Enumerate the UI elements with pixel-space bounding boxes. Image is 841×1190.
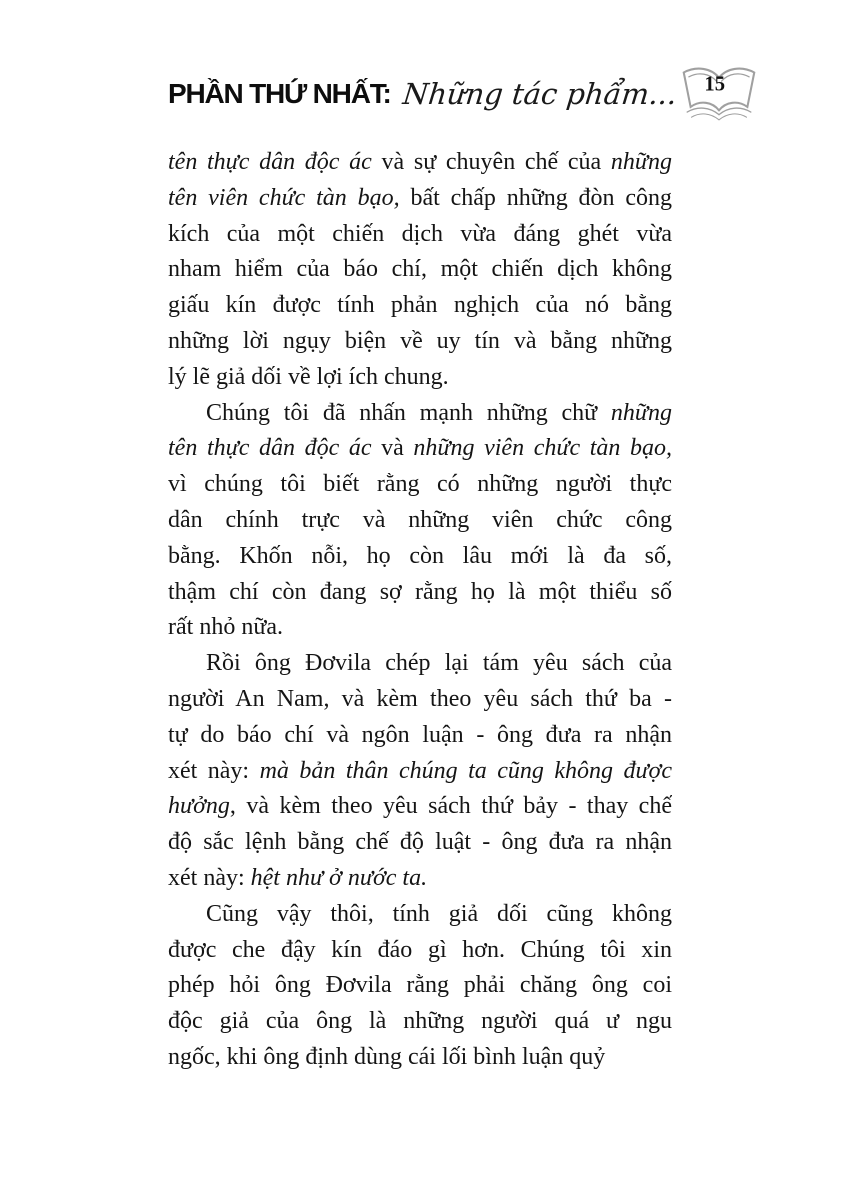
paragraph [168,646,672,897]
text-line [168,825,672,861]
section-label: PHẦN THỨ NHẤT: [168,78,391,109]
text: rất nhỏ nữa. [168,614,283,641]
text-line [168,610,672,646]
text-line [168,324,672,360]
text-line [168,754,672,790]
text-line [168,897,672,933]
text: thậm chí còn đang sợ rằng họ là một thiểu số [168,578,672,605]
text: tự do báo chí và ngôn luận - ông đưa ra nhận [168,721,672,748]
italic-text: tên viên chức tàn bạo, [168,184,400,211]
text: người An Nam, và kèm theo yêu sách thứ ba - [168,685,672,712]
text-line [168,360,672,396]
text-line [168,467,672,503]
text: Cũng vậy thôi, tính giả dối cũng không [206,900,672,927]
text: , và kèm theo yêu sách thứ bảy - thay chế [229,793,672,820]
text: những lời ngụy biện về uy tín và bằng những [168,327,672,354]
text-line [168,646,672,682]
text: Rồi ông Đơvila chép lại tám yêu sách của [206,650,672,677]
text: Chúng tôi đã nhấn mạnh những chữ [206,399,611,426]
paragraph [168,396,672,647]
text-line [168,968,672,1004]
paragraph [168,145,672,396]
text-line [168,181,672,217]
text-line [168,431,672,467]
page-number: 15 [704,73,726,96]
italic-text: những viên chức tàn bạo, [413,435,672,462]
text: ngốc, khi ông định dùng cái lối bình luận quỷ [168,1043,606,1070]
text-line [168,789,672,825]
italic-text: tên thực dân độc ác [168,149,372,175]
text: và sự chuyên chế của [371,149,611,175]
text-line [168,539,672,575]
italic-text: tên thực dân độc ác [168,435,372,462]
italic-text: hưởng [168,793,230,820]
text-line [168,682,672,718]
text: vì chúng tôi biết rằng có những người thực [168,471,672,498]
page-header [168,58,726,130]
text-line [168,145,672,181]
text-line [168,1004,672,1040]
text-line [168,217,672,253]
text: xét này: [168,757,260,784]
text-line [168,718,672,754]
italic-text: những [610,149,672,175]
text: nham hiểm của báo chí, một chiến dịch không [168,256,672,283]
text: bất chấp những đòn công [399,184,672,211]
text: độ sắc lệnh bằng chế độ luật - ông đưa ra nhận [168,829,672,856]
text-line [168,575,672,611]
paragraph [168,897,672,1076]
page-number-marker [676,62,762,126]
text: giấu kín được tính phản nghịch của nó bằng [168,292,672,319]
text-line [168,933,672,969]
text: và [371,435,414,462]
text: dân chính trực và những viên chức công [168,506,672,533]
text: độc giả của ông là những người quá ư ngu [168,1008,672,1035]
text: xét này: [168,864,251,891]
text: được che đậy kín đáo gì hơn. Chúng tôi xin [168,936,672,963]
open-book-icon [676,62,762,126]
text-line [168,288,672,324]
text: kích của một chiến dịch vừa đáng ghét vừa [168,220,672,247]
text-line [168,396,672,432]
text: lý lẽ giả dối về lợi ích chung. [168,363,449,390]
text: bằng. Khốn nỗi, họ còn lâu mới là đa số, [168,542,672,569]
italic-text: mà bản thân chúng ta cũng không được [259,757,672,784]
text-line [168,252,672,288]
text-line [168,1040,672,1076]
text-line [168,503,672,539]
text-line [168,861,672,897]
text: phép hỏi ông Đơvila rằng phải chăng ông coi [168,972,672,999]
page-body [168,145,672,1076]
italic-text: những [610,399,672,426]
section-title: Những tác phẩm... [400,77,679,111]
italic-text: hệt như ở nước ta. [250,864,428,891]
